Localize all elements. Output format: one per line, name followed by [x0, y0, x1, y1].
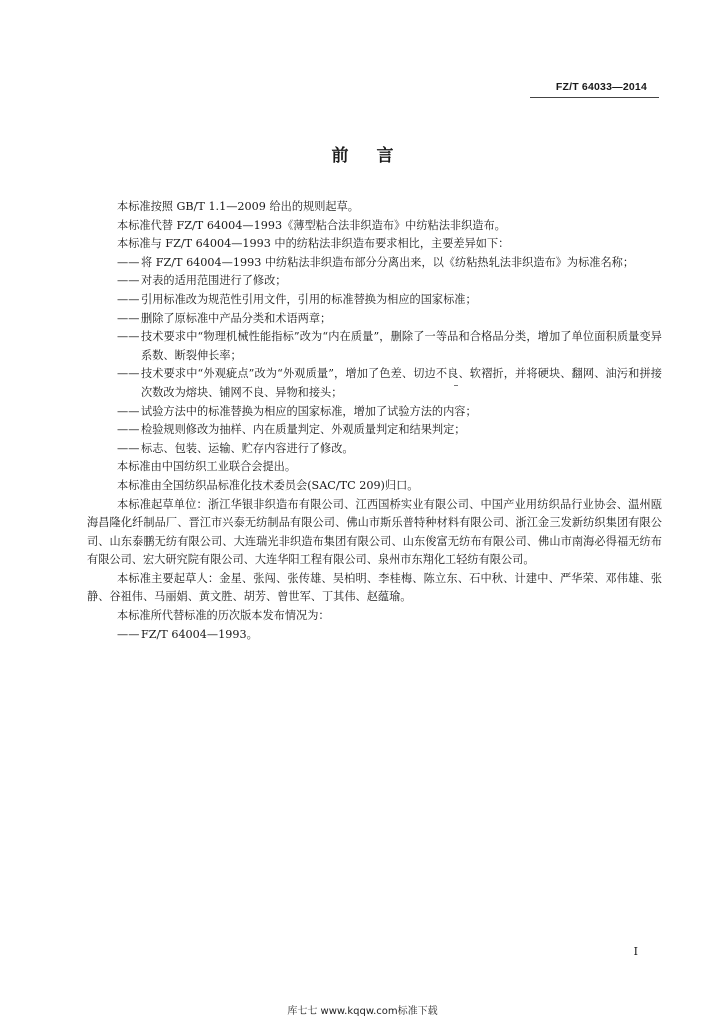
scan-speck [454, 385, 458, 386]
dash-marker: —— [117, 404, 140, 418]
dash-marker: —— [117, 330, 140, 344]
standard-number: FZ/T 64033—2014 [555, 81, 647, 93]
header-rule [530, 97, 659, 98]
page-number: I [633, 945, 638, 958]
list-item [117, 365, 662, 402]
foreword-content [87, 198, 662, 644]
paragraph-managed-by: 本标准由全国纺织品标准化技术委员会(SAC/TC 209)归口。 [117, 478, 419, 492]
list-item [117, 421, 662, 440]
dash-marker: —— [117, 292, 140, 306]
paragraph-differences-intro: 本标准与 FZ/T 64004—1993 中的纺粘法非织造布要求相比，主要差异如下： [117, 237, 510, 251]
list-item-text: 标志、包装、运输、贮存内容进行了修改。 [141, 441, 354, 455]
footer-watermark: 库七七 www.kqqw.com标准下载 [287, 1006, 438, 1017]
dash-marker: —— [117, 367, 140, 381]
paragraph-replaces: 本标准代替 FZ/T 64004—1993《薄型粘合法非织造布》中纺粘法非织造布。 [117, 218, 506, 232]
dash-marker: —— [117, 311, 140, 325]
paragraph-drafting-units: 本标准起草单位：浙江华银非织造布有限公司、江西国桥实业有限公司、中国产业用纺织品行业协会、温州瓯海昌隆化纤制品厂、晋江市兴泰无纺制品有限公司、佛山市斯乐普特种材料有限公司、浙江金三发新纺织集团有限公司、山东泰鹏无纺有限公司、大连瑞光非织造布集团有限公司、山东俊富无纺布有限公司、佛山市南海必得福无纺布有限公司、宏大研究院有限公司、大连华阳工程有限公司、泉州市东翔化工轻纺有限公司。 [87, 497, 662, 567]
list-item [117, 626, 662, 645]
list-item [117, 291, 662, 310]
list-item-text: 删除了原标准中产品分类和术语两章； [141, 311, 332, 325]
dash-marker: —— [117, 255, 140, 269]
paragraph-previous-editions: 本标准所代替标准的历次版本发布情况为： [117, 609, 330, 623]
dash-marker: —— [117, 441, 140, 455]
list-item-text: 试验方法中的标准替换为相应的国家标准，增加了试验方法的内容； [141, 404, 477, 418]
list-item [117, 328, 662, 365]
list-item-text: 技术要求中“物理机械性能指标”改为“内在质量”，删除了一等品和合格品分类，增加了单位面积质量变异系数、断裂伸长率； [141, 330, 662, 362]
dash-marker: —— [117, 627, 140, 641]
list-item [117, 254, 662, 273]
list-item-text: 引用标准改为规范性引用文件，引用的标准替换为相应的国家标准； [141, 292, 477, 306]
list-item-text: 检验规则修改为抽样、内在质量判定、外观质量判定和结果判定； [141, 423, 466, 437]
paragraph-drafters: 本标准主要起草人：金星、张闯、张传雄、吴柏明、李桂梅、陈立东、石中秋、计建中、严华荣、邓伟雄、张静、谷祖伟、马丽娟、黄文胜、胡芳、曾世军、丁其伟、赵蕴瑜。 [87, 571, 662, 604]
list-item [117, 272, 662, 291]
page-title: 前言 [331, 146, 422, 166]
list-item [117, 403, 662, 422]
paragraph-drafting-rules: 本标准按照 GB/T 1.1—2009 给出的规则起草。 [117, 200, 359, 213]
dash-marker: —— [117, 423, 140, 437]
paragraph-proposed-by: 本标准由中国纺织工业联合会提出。 [117, 460, 297, 474]
list-item [117, 310, 662, 329]
list-item-text: FZ/T 64004—1993。 [141, 627, 258, 641]
dash-marker: —— [117, 274, 140, 288]
list-item [117, 440, 662, 459]
list-item-text: 将 FZ/T 64004—1993 中纺粘法非织造布部分分离出来，以《纺粘热轧法非织造布》为标准名称； [141, 255, 635, 269]
list-item-text: 对表的适用范围进行了修改； [141, 274, 287, 288]
list-item-text: 技术要求中“外观疵点”改为“外观质量”，增加了色差、切边不良、软褶折，并将硬块、翻网、油污和拼接次数改为熔块、铺网不良、异物和接头； [141, 367, 662, 399]
